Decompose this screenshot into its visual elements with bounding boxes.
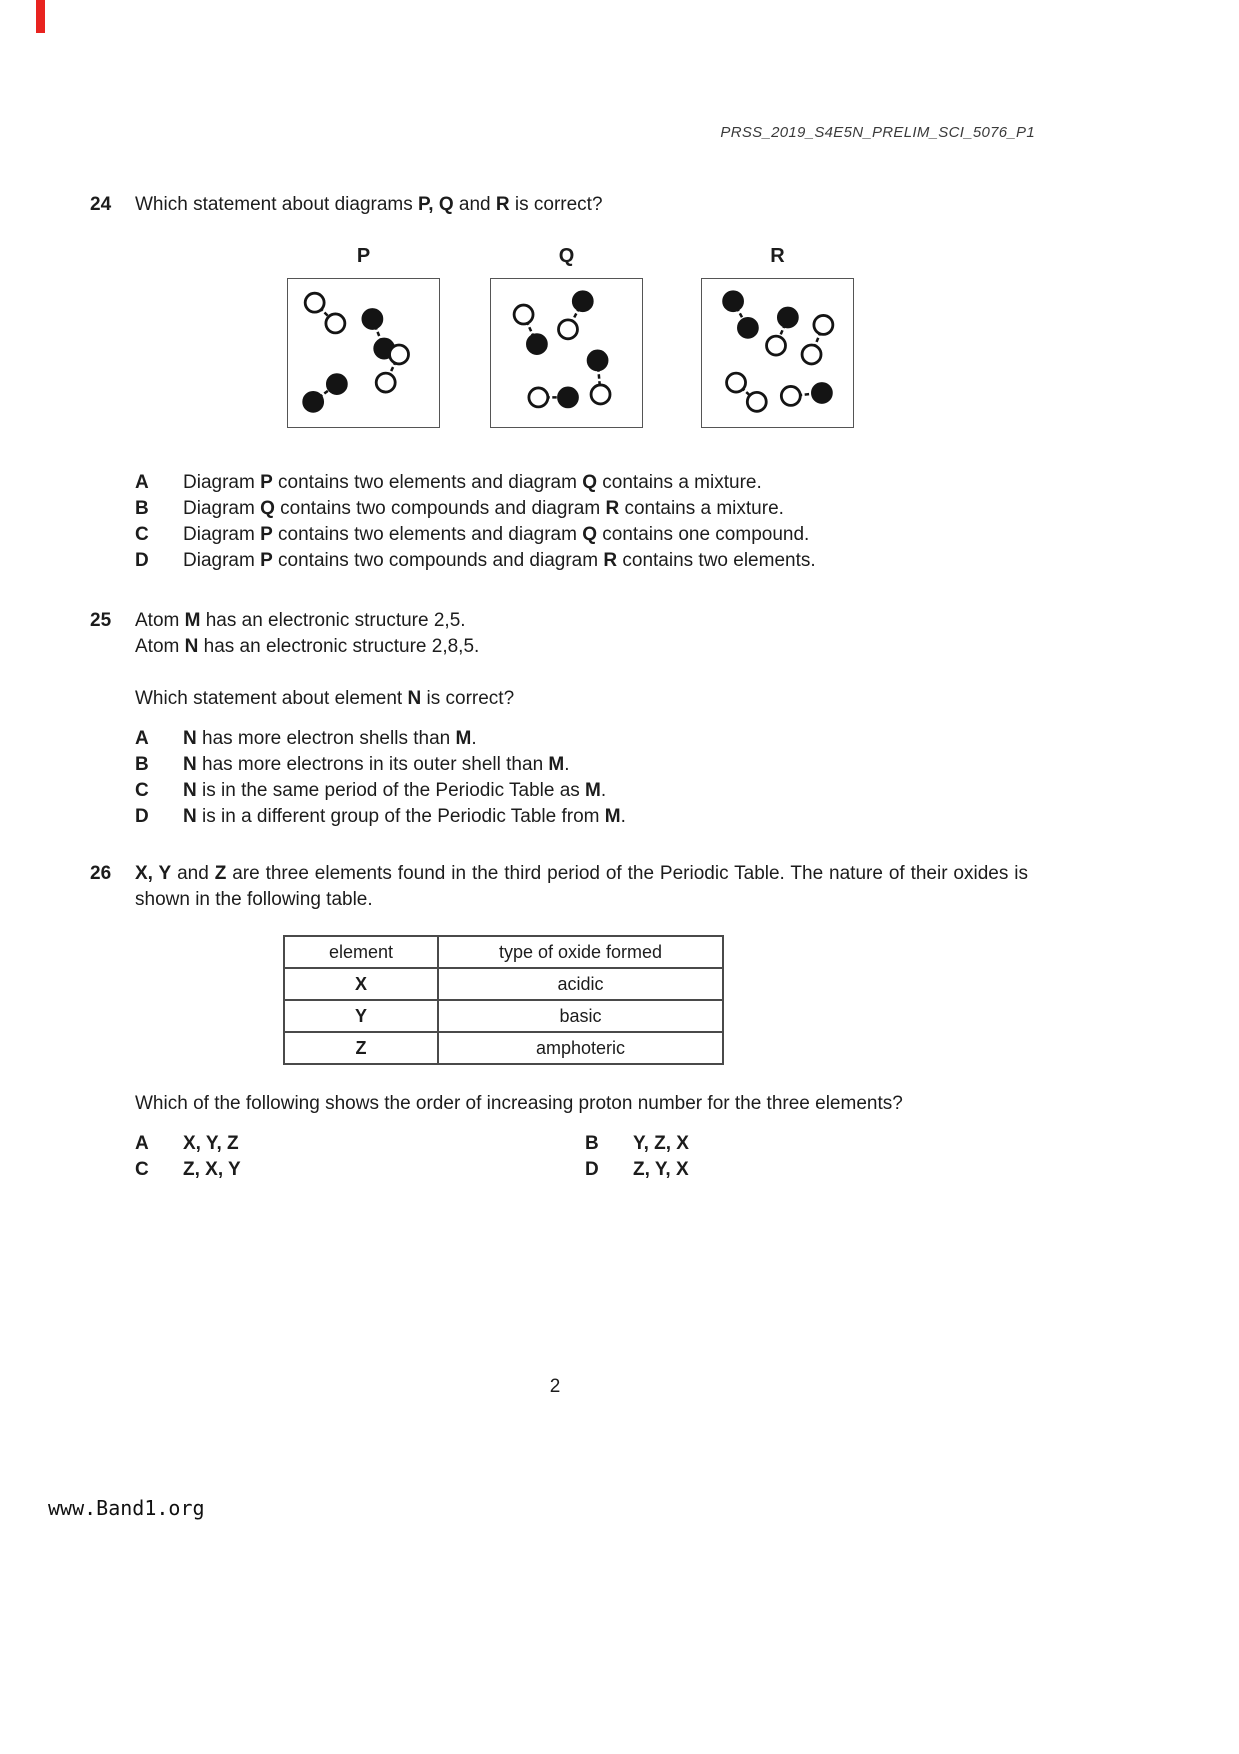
option-letter: D: [135, 806, 149, 827]
text: and: [453, 194, 496, 215]
text: is in the same period of the Periodic Table as: [196, 780, 586, 801]
bold-text: Z: [214, 863, 227, 884]
bold-text: Q: [582, 524, 597, 545]
text: contains two elements.: [617, 550, 816, 571]
text: contains two elements and diagram: [272, 472, 583, 493]
option-text: [183, 752, 570, 778]
question-26-options: [135, 1131, 835, 1183]
option-text: [183, 496, 784, 522]
text: is correct?: [509, 194, 603, 215]
diagram-P: [287, 245, 440, 428]
diagram-R: [701, 245, 854, 428]
element-cell: Z: [284, 1032, 438, 1064]
option-letter: C: [135, 1159, 149, 1180]
bold-text: P, Q: [418, 194, 454, 215]
option-letter: A: [135, 1133, 149, 1154]
table-row: [284, 968, 723, 1000]
text: are three elements found in the third period of the Periodic Table. The nature of their oxides is shown in the following table.: [135, 863, 1028, 910]
option-value: Z, X, Y: [183, 1159, 241, 1180]
option-letter: D: [585, 1159, 599, 1180]
bold-text: P: [260, 550, 273, 571]
page-number: 2: [549, 1376, 561, 1397]
text: has more electrons in its outer shell than: [196, 754, 549, 775]
molecule-diagram: [702, 279, 853, 427]
oxide-cell: basic: [438, 1000, 723, 1032]
question-26-number: 26: [90, 863, 112, 884]
text: has an electronic structure 2,8,5.: [198, 636, 480, 657]
option-letter: D: [135, 550, 149, 571]
text: contains a mixture.: [597, 472, 762, 493]
bold-text: M: [585, 780, 601, 801]
table-header-row: [284, 936, 723, 968]
red-margin-mark: [36, 0, 45, 33]
question-25-options: [135, 726, 626, 830]
text: is correct?: [421, 688, 515, 709]
option-letter: C: [135, 524, 149, 545]
text: contains a mixture.: [619, 498, 784, 519]
molecule-diagram: [491, 279, 642, 427]
option-letter: B: [135, 754, 149, 775]
option-letter: B: [135, 498, 149, 519]
bold-text: N: [407, 688, 422, 709]
diagram-P-box: [287, 278, 440, 428]
question-24-prompt: [135, 192, 1028, 218]
option-text: [183, 778, 606, 804]
bold-text: X, Y: [135, 863, 172, 884]
bold-text: M: [604, 806, 621, 827]
text: contains two elements and diagram: [272, 524, 583, 545]
bold-text: N: [183, 780, 197, 801]
watermark: www.Band1.org: [48, 1496, 205, 1520]
text: .: [471, 728, 477, 749]
diagram-R-box: [701, 278, 854, 428]
option-text: [183, 470, 762, 496]
bold-text: N: [184, 636, 199, 657]
diagram-Q-label: Q: [558, 245, 575, 267]
table-row: [284, 1032, 723, 1064]
text: .: [564, 754, 570, 775]
bold-text: R: [605, 498, 620, 519]
bold-text: Q: [582, 472, 597, 493]
option-value: X, Y, Z: [183, 1133, 239, 1154]
option-25-C: [135, 778, 626, 804]
question-24-number: 24: [90, 194, 112, 215]
text: Which statement about element: [135, 688, 408, 709]
text: .: [620, 806, 626, 827]
text: Diagram: [183, 550, 261, 571]
text: and: [171, 863, 215, 884]
bold-text: M: [184, 610, 201, 631]
option-letter: A: [135, 472, 149, 493]
bold-text: Q: [260, 498, 275, 519]
header-element: element: [284, 936, 438, 968]
table-row: [284, 1000, 723, 1032]
option-value: Z, Y, X: [633, 1159, 689, 1180]
paper-code: PRSS_2019_S4E5N_PRELIM_SCI_5076_P1: [720, 124, 1035, 141]
diagram-strip: [0, 245, 1239, 465]
option-text: [183, 804, 626, 830]
option-letter: C: [135, 780, 149, 801]
header-oxide-type: type of oxide formed: [438, 936, 723, 968]
option-value: Y, Z, X: [633, 1133, 689, 1154]
text: contains two compounds and diagram: [272, 550, 604, 571]
bold-text: N: [183, 806, 197, 827]
text: .: [600, 780, 607, 801]
bold-text: M: [455, 728, 472, 749]
option-text: [183, 726, 477, 752]
bold-text: M: [548, 754, 565, 775]
spacer: [135, 660, 1028, 686]
text: Atom: [135, 636, 185, 657]
question-25-line2: [135, 634, 1028, 660]
option-24-D: [135, 548, 816, 574]
text: has more electron shells than: [196, 728, 456, 749]
oxide-cell: acidic: [438, 968, 723, 1000]
option-25-B: [135, 752, 626, 778]
option-letter: B: [585, 1133, 599, 1154]
text: Diagram: [183, 472, 261, 493]
question-25: [90, 608, 1028, 712]
question-26: [90, 861, 1028, 913]
question-26-prompt: [135, 861, 1028, 913]
option-26-A: [135, 1131, 585, 1157]
option-24-A: [135, 470, 816, 496]
text: is in a different group of the Periodic Table from: [196, 806, 605, 827]
text: Atom: [135, 610, 185, 631]
bold-text: P: [260, 524, 273, 545]
text: has an electronic structure 2,5.: [200, 610, 466, 631]
text: Which statement about diagrams: [135, 194, 419, 215]
question-24: [90, 192, 1028, 218]
bold-text: R: [603, 550, 618, 571]
option-text: [183, 548, 816, 574]
text: contains two compounds and diagram: [274, 498, 606, 519]
diagram-P-label: P: [356, 245, 371, 267]
diagram-R-label: R: [770, 245, 785, 267]
option-25-A: [135, 726, 626, 752]
oxide-table: [283, 935, 724, 1065]
question-24-options: [135, 470, 816, 574]
text: Diagram: [183, 524, 261, 545]
question-26-prompt2-text: Which of the following shows the order of increasing proton number for the three elements?: [135, 1093, 903, 1114]
bold-text: N: [183, 754, 197, 775]
element-cell: X: [284, 968, 438, 1000]
text: Diagram: [183, 498, 261, 519]
question-25-body: [135, 608, 1028, 712]
option-26-D: [585, 1157, 835, 1183]
option-letter: A: [135, 728, 149, 749]
question-25-prompt: [135, 686, 1028, 712]
text: contains one compound.: [597, 524, 810, 545]
option-24-C: [135, 522, 816, 548]
option-26-C: [135, 1157, 585, 1183]
question-25-number: 25: [90, 610, 112, 631]
element-cell: Y: [284, 1000, 438, 1032]
question-26-prompt2: [135, 1091, 903, 1117]
question-25-line1: [135, 608, 1028, 634]
option-26-B: [585, 1131, 835, 1157]
options-row: [135, 1157, 835, 1183]
diagram-Q-box: [490, 278, 643, 428]
option-24-B: [135, 496, 816, 522]
options-row: [135, 1131, 835, 1157]
molecule-diagram: [288, 279, 439, 427]
oxide-cell: amphoteric: [438, 1032, 723, 1064]
bold-text: P: [260, 472, 273, 493]
bold-text: R: [495, 194, 510, 215]
option-25-D: [135, 804, 626, 830]
bold-text: N: [183, 728, 197, 749]
option-text: [183, 522, 809, 548]
diagram-Q: [490, 245, 643, 428]
